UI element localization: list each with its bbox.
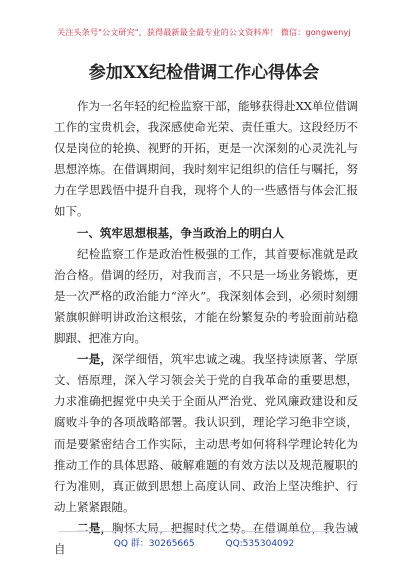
point-2-lead: 二是， (77, 520, 113, 535)
intro-paragraph: 作为一名年轻的纪检监察干部，能够获得赴XX单位借调工作的宝贵机会，我深感使命光荣、责任重大。这段经历不仅是岗位的轮换、视野的开拓，更是一次深刻的心灵洗礼与思想淬炼。在借调期间，我时刻牢记组织的信任与嘱托，努力在学思践悟中提升自我，现将个人的一些感悟与体会汇报如下。 (54, 99, 358, 219)
footer-qq: QQ:535304092 (225, 539, 295, 549)
footer-qq-group: QQ 群：30265665 (113, 539, 195, 549)
document-title: 参加XX纪检借调工作心得体会 (88, 63, 320, 83)
point-1-text: 深学细悟，筑牢忠诚之魂。我坚持读原著、学原文、悟原理，深入学习领会关于党的自我革命的重要思想，力求准确把握党中央关于全面从严治党、党风廉政建设和反腐败斗争的各项战略部署。我认识到，理论学习绝非空谈，而是要紧密结合工作实际，主动思考如何将科学理论转化为推动工作的具体思路、破解难题的有效方法以及规范履职的行为准则，真正做到思想上高度认同、政治上坚决维护、行动上紧紧跟随。 (54, 352, 359, 514)
point-1-lead: 一是， (77, 352, 113, 367)
section-heading-1: 一、筑牢思想根基，争当政治上的明白人 (77, 225, 284, 240)
footer (0, 536, 408, 549)
point-2-text: 胸怀大局，把握时代之势。在借调单位，我告诫自 (54, 520, 359, 556)
section1-paragraph: 纪检监察工作是政治性极强的工作，其首要标准就是政治合格。借调的经历，对我而言，不只是一场业务锻炼，更是一次严格的政治能力“淬火”。我深刻体会到，必须时刻绷紧旗帜鲜明讲政治这根弦，才能在纷繁复杂的考验面前站稳脚跟、把准方向。 (54, 246, 358, 346)
footer-divider (58, 531, 350, 532)
header-note: 关注头条号"公文研究"，获得最新最全最专业的公文资料库！ 微信：gongwenyj (57, 28, 351, 37)
point-1-paragraph (54, 349, 358, 518)
document-body (54, 96, 358, 560)
